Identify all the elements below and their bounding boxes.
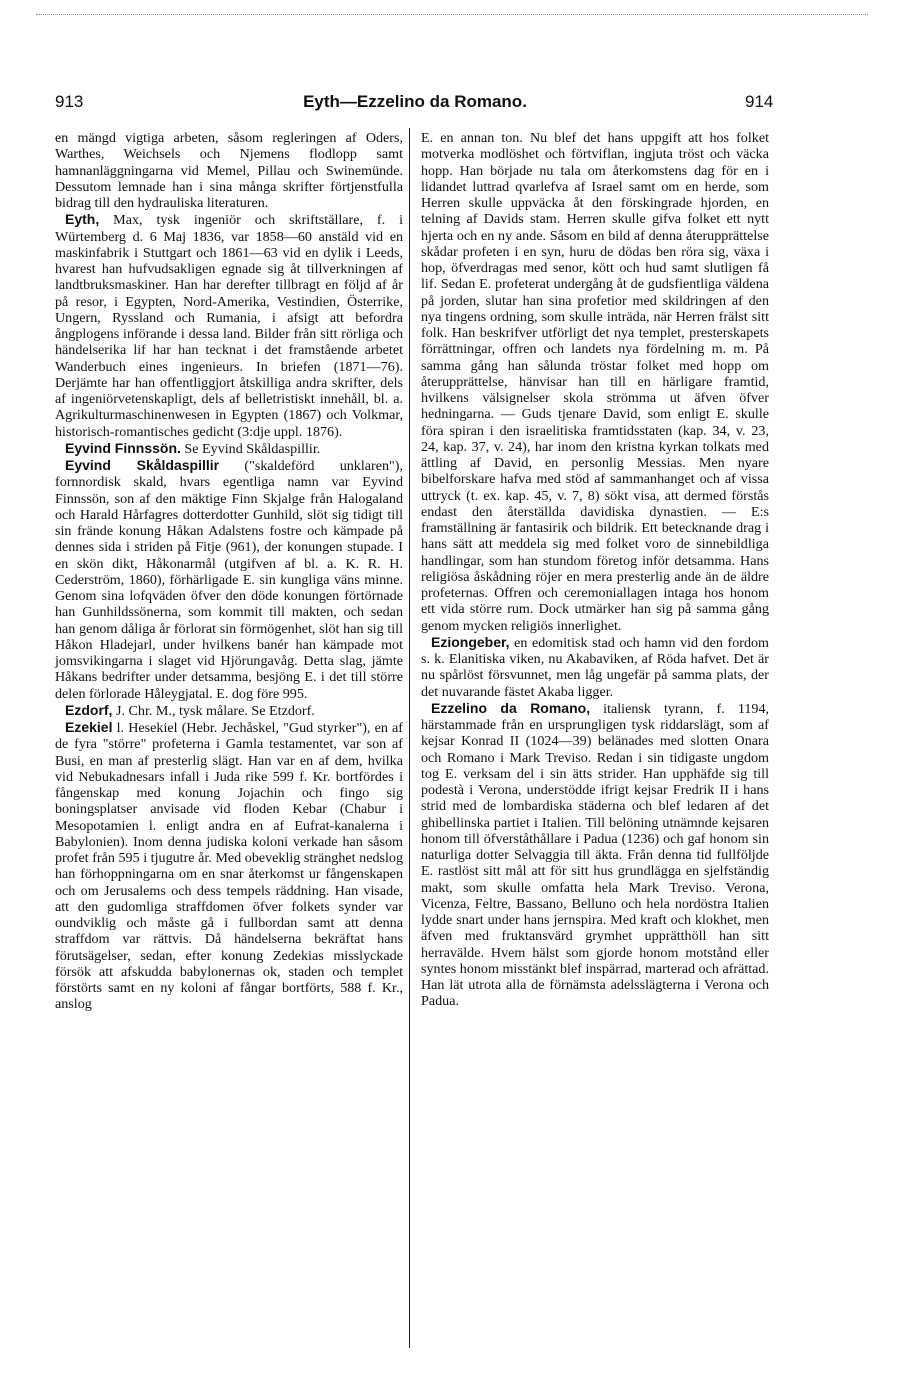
headword: Ezekiel <box>65 719 113 735</box>
entry-continuation <box>421 130 769 634</box>
entry-text: Se Eyvind Skåldaspillir. <box>180 440 321 457</box>
entry-eyth <box>55 211 403 440</box>
entry-eziongeber <box>421 634 769 700</box>
headword: Eyth, <box>65 211 100 228</box>
headword: Ezzelino da Romano, <box>431 699 591 716</box>
column-divider <box>409 128 410 1348</box>
entry-text: E. en annan ton. Nu blef det hans uppgift att hos folket motverka modlöshet och förtviflan, ingjuta tröst och väcka hopp. Han började nu tala om återkomstens dag för en i lidandet luttrad qvarlefva af Israel samt om en herde, som Herren skulle uppväcka åt den förskingrade hjorden, en telning af Davids stam. Herren skulle gifva folket ett nytt hjerta och en ny ande. Såsom en bild af denna återupprättelse skådar profeten i en syn, huru de dödas ben röra sig, växa i hop, öfverdragas med senor, kött och hud samt slutligen få lif. Sedan E. profeterat undergång åt de gudsfientliga väldena på jorden, slutar han sina profetior med skildringen af den nya tingens ordning, som skulle inträda, när Herren frälst sitt folk. Han beskrifver utförligt det nya templet, presterskapets förrättningar, offren och landets nya fördelning m. m. På samma gång han sålunda tröstar folket med hopp om återupprättelse, hänvisar han till en härligare framtid, hvilkens välsignelser skola strömma ut äfven öfver hedningarna. — Guds tjenare David, som enligt E. skulle föra spiran i den israelitiska framtidsstaten (kap. 34, v. 23, 24, kap. 37, v. 24), har inom den kristna kyrkan tolkats med ättling af David, en personlig Messias. Men nyare bibelforskare hafva med stöd af sammanhanget och af vissa uttryck (t. ex. kap. 45, v. 7, 8) sökt visa, att dermed förstås endast den återställda davidiska dynastien. — E:s framställning är fantasirik och bildrik. Ett betecknande drag i hans sätt att meddela sig med folket voro de sinnebildliga handlingar, som han stundom företog inför detsamma. Hans religiösa åskådning röjer en mera presterlig ande än de äldre profeternas. Offren och ceremoniallagen intaga hos honom ett vida större rum. Dock utmärker han sig på samma gång genom mycken religiös innerlighet. <box>421 130 769 634</box>
page-header <box>55 92 775 118</box>
entry-text: J. Chr. M., tysk målare. Se Etzdorf. <box>112 702 315 719</box>
entry-text: ("skaldeförd unklaren"), fornnordisk skald, hvars egentliga namn var Eyvind Finnssön, son af den mäktige Finn Skjalge från Halogaland och Harald Hårfagres dotterdotter Gunhild, slöt sig tidigt till sin frände konung Håkan Adalstens fostre och kämpade på dennes sida i striden på Fitje (961), der konungen stupade. I en skön dikt, Håkonarmål (utgifven af bl. a. K. R. H. Cederström, 1860), förhärligade E. sin kungliga väns minne. Genom sina lofqväden öfver den döde konungen förtörnade han Gunhildssönerna, som kommit till makten, och sedan han genom dåliga år förlorat sin förmögenhet, slöt han sig till Håkon Hladejarl, under hvilkens banér han kämpade mot jomsvikingarna i slaget vid Hjörungavåg. Detta slag, jämte Håkans bedrifter under detsamma, besjöng E. i det till större delen förlorade Håleygjatal. E. dog före 995. <box>55 458 403 702</box>
running-title: Eyth—Ezzelino da Romano. <box>303 92 527 111</box>
entry-text: l. Hesekiel (Hebr. Jechåskel, "Gud styrker"), en af de fyra "större" profeterna i Gamla testamentet, var son af Busi, en man af presterlig slägt. Han var en af dem, hvilka vid Nebukadnesars infall i Juda rike 599 f. Kr. bortfördes i fångenskap med konung Jojachin och fingo sig boningsplatser anvisade vid floden Kebar (Chabur i Mesopotamien l. enligt andra en af Eufrat-kanalerna i Babylonien). Inom denna judiska koloni verkade han såsom profet från 595 i tjugutre år. Med obeveklig stränghet nedslog han förhoppningarna om en snar återkomst ur fångenskapen och om Jerusalems och dess tempels räddning. Han visade, att den gudomliga straffdomen öfver folkets synder var oundviklig och måste gå i fullbordan samt att denna straffdom var rättvis. Då händelserna bekräftat hans förutsägelser, sedan, efter konung Zedekias misslyckade försök att afskudda babylonernas ok, staden och templet förstörts samt en ny koloni af fångar bortförts, 588 f. Kr., anslog <box>55 720 403 1013</box>
entry-eyvind-finnsson <box>55 440 403 457</box>
left-column <box>55 130 403 1013</box>
page-number-right: 914 <box>745 92 774 111</box>
entry-text: Max, tysk ingeniör och skriftställare, f. i Würtemberg d. 6 Maj 1836, var 1858—60 anstäld vid en maskinfabrik i Stuttgart och 1861—63 vid en dylik i Leeds, hvarest han hufvudsakligen egnade sig åt tillverkningen af landtbruksmaskiner. Han har derefter tillbragt en följd af år på resor, i Egypten, Nord-Amerika, Vestindien, Österrike, Ungern, Ryssland och Rumania, i afsigt att befordra ångplogens införande i dessa land. Bilder från sitt rörliga och händelserika lif har han tecknat i det framstående arbetet Wanderbuch eines ingenieurs. In briefen (1871—76). Derjämte har han offentliggjort åtskilliga andra skrifter, dels af ingeniörvetenskapligt, dels af belletristiskt innehåll, bl. a. Agrikulturmaschinenwesen in Egypten (1867) och Volkmar, historisch-romantisches gedicht (3:dje uppl. 1876). <box>55 212 403 440</box>
entry-continuation <box>55 130 403 211</box>
page-number-left: 913 <box>55 92 84 111</box>
entry-eyvind-skaldaspillir <box>55 457 403 702</box>
entry-ezekiel <box>55 719 403 1013</box>
entry-ezdorf <box>55 702 403 719</box>
top-rule <box>36 14 868 15</box>
headword: Eyvind Skåldaspillir <box>65 457 220 473</box>
entry-text: italiensk tyrann, f. 1194, härstammade från en ursprungligen tysk riddarslägt, som af kejsar Konrad II (1024—39) belänades med slotten Onara och Romano i Mark Treviso. Redan i sin tidigaste ungdom tog E. verksam del i sin ätts strider. Han upphäfde sig till podestà i Verona, understödde ifrigt kejsar Fredrik II i hans strid med de lombardiska städerna och blef ledaren af det ghibellinska partiet i Italien. Till belöning utnämnde kejsaren honom till öfverståthållare i Padua (1236) och gaf honom sin naturliga dotter Selvaggia till äkta. Från denna tid fullföljde E. rastlöst sitt mål att för sitt hus grundlägga en sjelfständig makt, som skulle omfatta hela Mark Treviso. Verona, Vicenza, Feltre, Bassano, Belluno och hela nordöstra Italien lydde snart under hans jernspira. Med kraft och klokhet, men äfven med fruktansvärd grymhet upprätthöll han sitt herravälde. Hvem hälst som gjorde honom motstånd eller syntes honom misstänkt blef inspärrad, marterad och afrättad. Han lät utrota alla de förnämsta adelsslägterna i Verona och Padua. <box>421 700 770 1010</box>
headword: Eziongeber, <box>431 633 510 650</box>
entry-text: en mängd vigtiga arbeten, såsom regleringen af Oders, Warthes, Weichsels och Njemens flodlopp samt hamnanläggningarna vid Memel, Pillau och Swinemünde. Dessutom lemnade han i sina många skrifter förtjenstfulla bidrag till den hydrauliska literaturen. <box>55 130 403 211</box>
headword: Ezdorf, <box>65 701 113 718</box>
entry-text: en edomitisk stad och hamn vid den fordom s. k. Elanitiska viken, nu Akabaviken, af Röda hafvet. Det är nu spårlöst försvunnet, men låg ungefär på samma plats, der det nuvarande fästet Akaba ligger. <box>421 634 769 700</box>
right-column <box>421 130 769 1010</box>
entry-ezzelino <box>421 700 769 1010</box>
headword: Eyvind Finnssön. <box>65 439 181 456</box>
